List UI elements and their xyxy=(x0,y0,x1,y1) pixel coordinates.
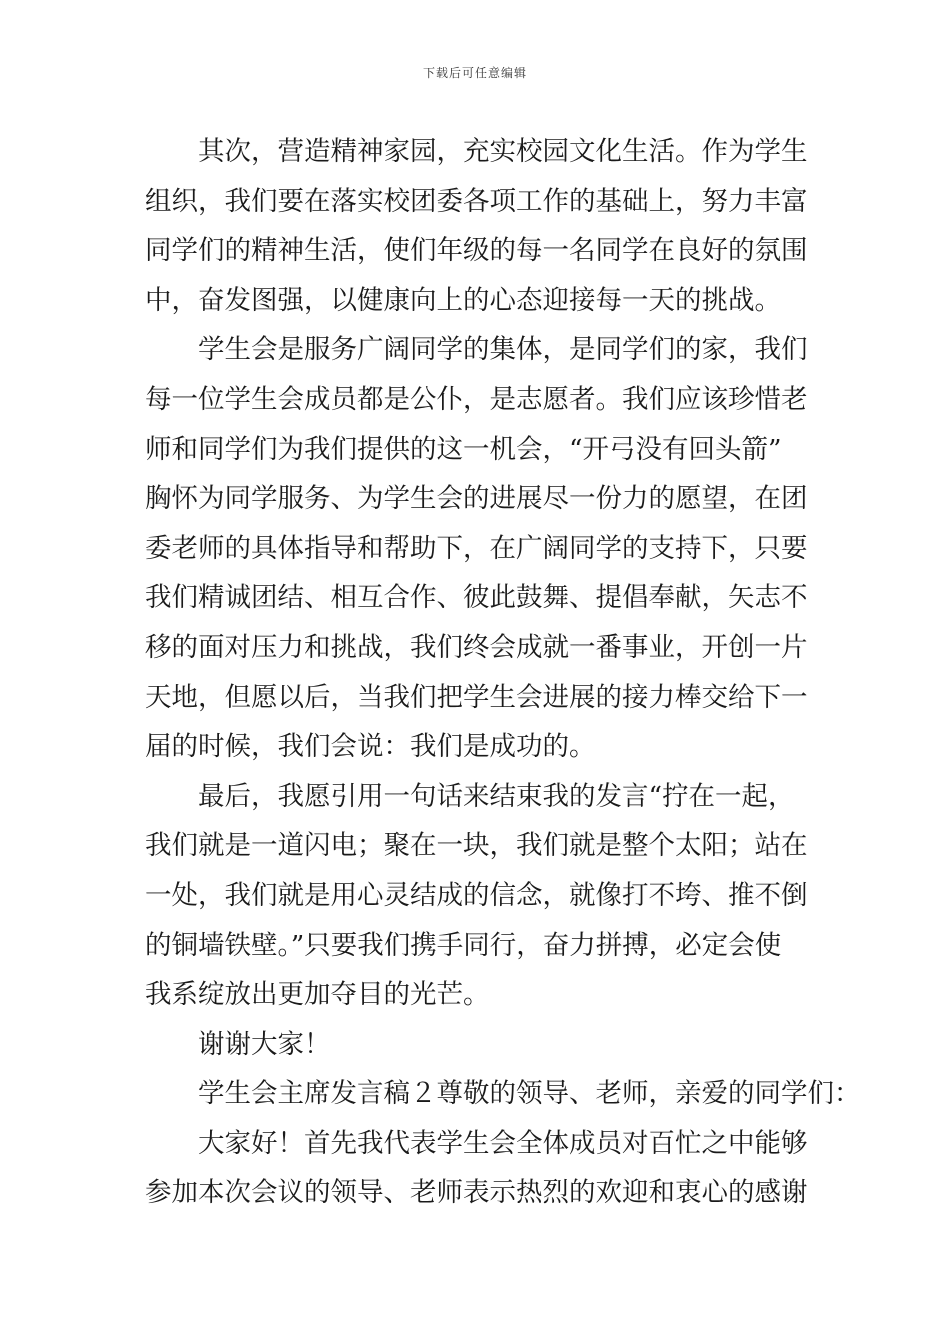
text-line: 胸怀为同学服务、为学生会的进展尽一份力的愿望，在团 xyxy=(145,483,808,515)
text-line: 参加本次会议的领导、老师表示热烈的欢迎和衷心的感谢 xyxy=(145,1177,808,1209)
page-header: 下载后可任意编辑 xyxy=(422,66,527,80)
document-body xyxy=(145,127,861,1218)
text-line: 中，奋发图强，以健康向上的心态迎接每一天的挑战。 xyxy=(145,284,781,316)
text-line: 届的时候，我们会说：我们是成功的。 xyxy=(145,731,596,763)
text-line: 我们就是一道闪电；聚在一块，我们就是整个太阳；站在 xyxy=(145,830,808,862)
text-line: 组织，我们要在落实校团委各项工作的基础上，努力丰富 xyxy=(145,185,808,217)
text-line: 一处，我们就是用心灵结成的信念，就像打不垮、推不倒 xyxy=(145,879,808,911)
text-line: 的铜墙铁壁。”只要我们携手同行，奋力拼搏，必定会使 xyxy=(145,929,782,961)
text-line: 天地，但愿以后，当我们把学生会进展的接力棒交给下一 xyxy=(145,681,808,713)
text-line: 学生会是服务广阔同学的集体，是同学们的家，我们 xyxy=(198,334,808,366)
text-line: 我系绽放出更加夺目的光芒。 xyxy=(145,979,490,1011)
text-line: 委老师的具体指导和帮助下，在广阔同学的支持下，只要 xyxy=(145,532,808,564)
text-line: 谢谢大家！ xyxy=(198,1028,331,1060)
text-line: 每一位学生会成员都是公仆，是志愿者。我们应该珍惜老 xyxy=(145,383,808,415)
text-line: 其次，营造精神家园，充实校园文化生活。作为学生 xyxy=(198,136,808,167)
text-line: 最后，我愿引用一句话来结束我的发言“拧在一起， xyxy=(198,780,795,812)
text-line: 大家好！首先我代表学生会全体成员对百忙之中能够 xyxy=(198,1127,808,1159)
text-line: 师和同学们为我们提供的这一机会，“开弓没有回头箭” xyxy=(145,433,782,465)
text-line: 同学们的精神生活，使们年级的每一名同学在良好的氛围 xyxy=(145,235,808,267)
text-line: 移的面对压力和挑战，我们终会成就一番事业，开创一片 xyxy=(145,631,808,663)
text-line: 学生会主席发言稿２尊敬的领导、老师，亲爱的同学们： xyxy=(198,1078,861,1110)
text-line: 我们精诚团结、相互合作、彼此鼓舞、提倡奉献，矢志不 xyxy=(145,582,808,614)
